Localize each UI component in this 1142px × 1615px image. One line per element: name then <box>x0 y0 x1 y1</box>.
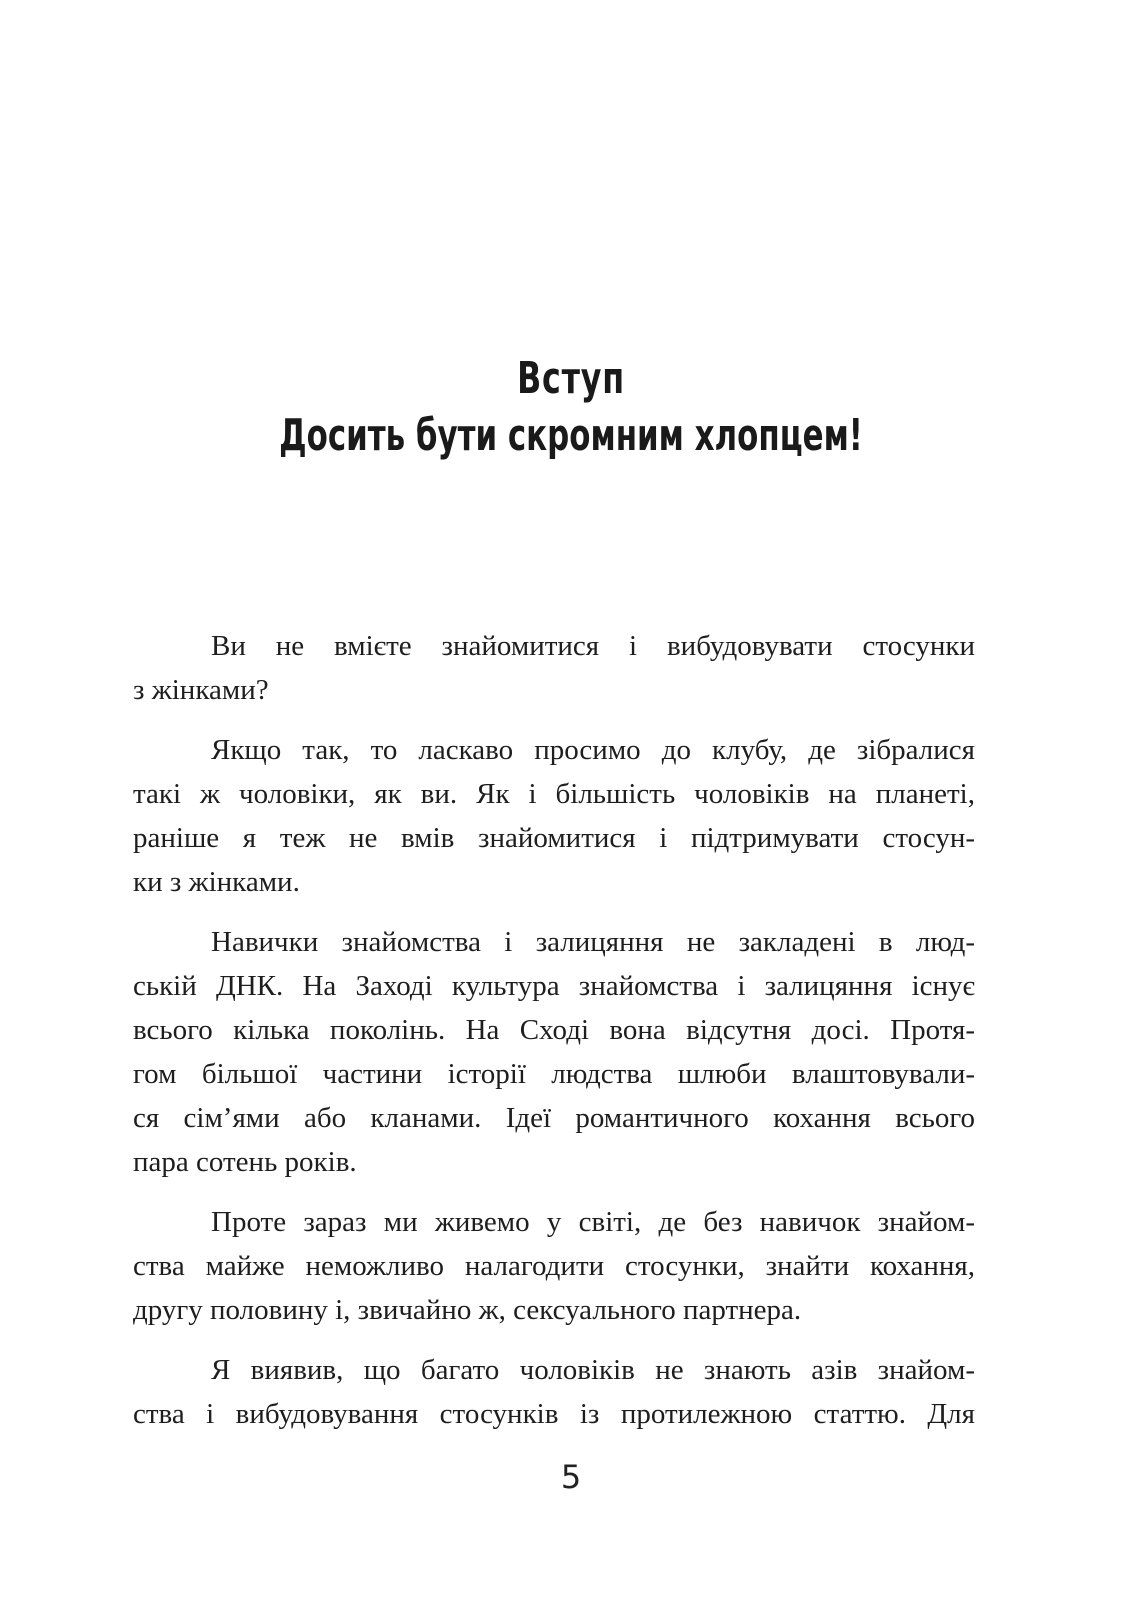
text-line: Проте зараз ми живемо у світі, де без навичок знайом- <box>211 1206 975 1238</box>
text-line: ства майже неможливо налагодити стосунки, знайти кохання, <box>133 1250 975 1282</box>
text-line: Ви не вмієте знайомитися і вибудовувати стосунки <box>211 630 975 662</box>
text-line: ства і вибудовування стосунків із протилежною статтю. Для <box>133 1398 975 1430</box>
body-text <box>133 624 975 1436</box>
text-line: всього кілька поколінь. На Сході вона відсутня досі. Протя- <box>133 1014 975 1046</box>
text-line: Якщо так, то ласкаво просимо до клубу, де зібралися <box>211 734 975 766</box>
text-line: другу половину і, звичайно ж, сексуального партнера. <box>133 1294 802 1326</box>
text-line: пара сотень років. <box>133 1146 357 1178</box>
text-line: ській ДНК. На Заході культура знайомства і залицяння існує <box>133 970 975 1002</box>
chapter-title: Досить бути скромним хлопцем! <box>279 410 863 461</box>
paragraph <box>133 1348 975 1436</box>
text-line: такі ж чоловіки, як ви. Як і більшість чоловіків на планеті, <box>133 778 975 810</box>
text-line: з жінками? <box>133 674 269 706</box>
paragraph <box>133 624 975 712</box>
paragraph <box>133 728 975 904</box>
text-line: Я виявив, що багато чоловіків не знають азів знайом- <box>211 1354 975 1386</box>
text-line: гом більшої частини історії людства шлюби влаштовували- <box>133 1058 975 1090</box>
chapter-label: Вступ <box>517 353 625 404</box>
paragraph <box>133 920 975 1184</box>
text-line: раніше я теж не вмів знайомитися і підтримувати стосун- <box>133 822 975 854</box>
text-line: Навички знайомства і залицяння не закладені в люд- <box>211 926 975 958</box>
paragraph <box>133 1200 975 1332</box>
text-line: ся сім’ями або кланами. Ідеї романтичного кохання всього <box>133 1102 975 1134</box>
page-number: 5 <box>560 1458 582 1496</box>
text-line: ки з жінками. <box>133 866 300 898</box>
